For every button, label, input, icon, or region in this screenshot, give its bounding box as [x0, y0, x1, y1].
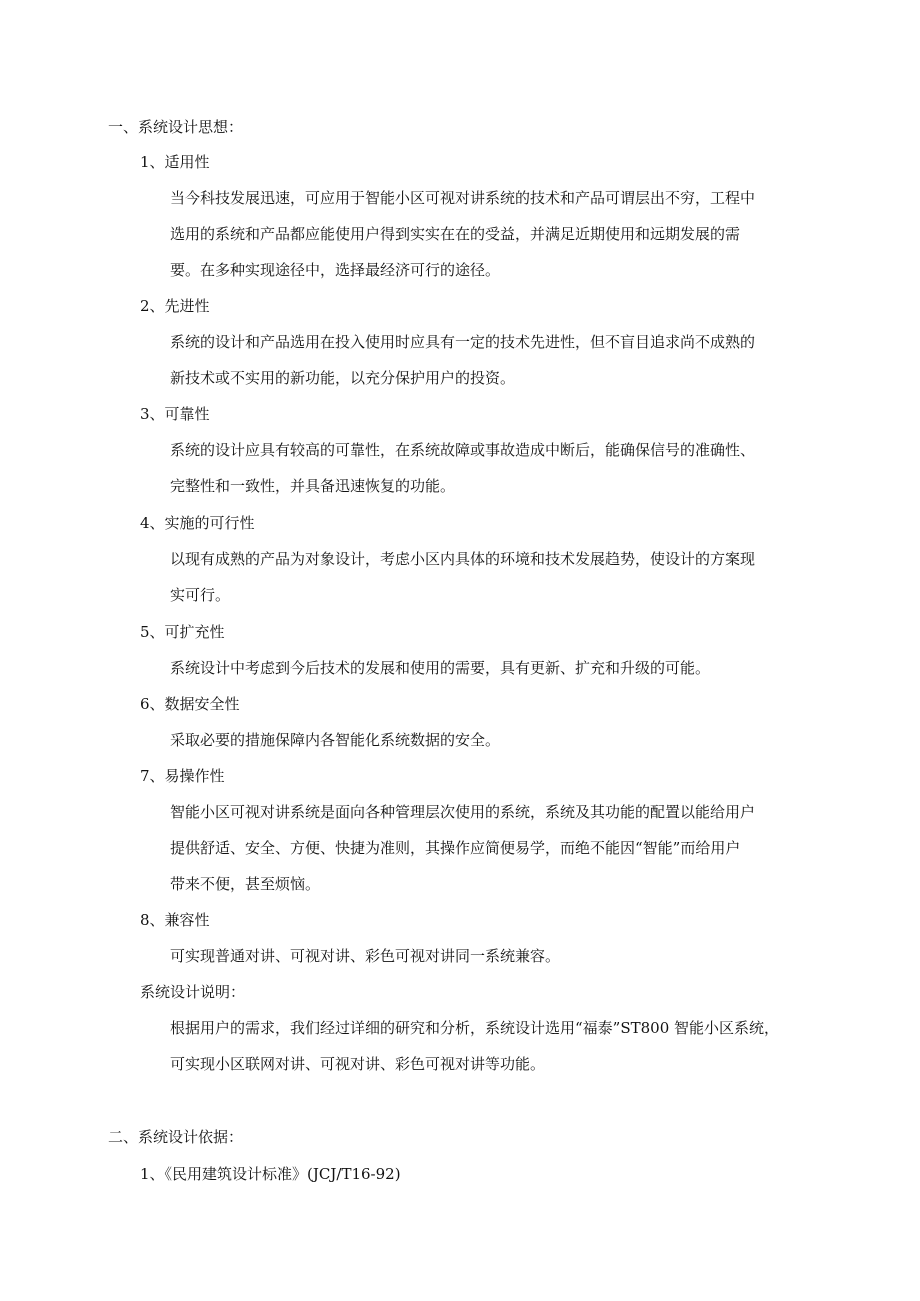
paragraph-line: 提供舒适、安全、方便、快捷为准则，其操作应简便易学，而绝不能因“智能”而给用户	[170, 839, 741, 857]
paragraph-line: 选用的系统和产品都应能使用户得到实实在在的受益，并满足近期使用和远期发展的需	[170, 225, 741, 243]
paragraph-line: 系统设计中考虑到今后技术的发展和使用的需要，具有更新、扩充和升级的可能。	[170, 659, 711, 677]
paragraph-line: 系统的设计和产品选用在投入使用时应具有一定的技术先进性，但不盲目追求尚不成熟的	[170, 333, 756, 351]
item-title: 3、可靠性	[140, 405, 210, 423]
item-title: 1、适用性	[140, 153, 210, 171]
item-title: 4、实施的可行性	[140, 514, 255, 532]
paragraph-line: 以现有成熟的产品为对象设计，考虑小区内具体的环境和技术发展趋势，使设计的方案现	[170, 550, 756, 568]
paragraph-line: 根据用户的需求，我们经过详细的研究和分析，系统设计选用“福泰”ST800 智能小区系统，	[170, 1019, 780, 1037]
note-title: 系统设计说明：	[140, 983, 246, 1001]
paragraph-line: 完整性和一致性，并具备迅速恢复的功能。	[170, 477, 456, 495]
item-title: 2、先进性	[140, 297, 210, 315]
paragraph-line: 可实现小区联网对讲、可视对讲、彩色可视对讲等功能。	[170, 1055, 546, 1073]
paragraph-line: 实可行。	[170, 586, 231, 604]
section-heading: 一、系统设计思想：	[108, 118, 244, 136]
paragraph-line: 新技术或不实用的新功能，以充分保护用户的投资。	[170, 369, 516, 387]
paragraph-line: 系统的设计应具有较高的可靠性，在系统故障或事故造成中断后，能确保信号的准确性、	[170, 441, 756, 459]
paragraph-line: 要。在多种实现途径中，选择最经济可行的途径。	[170, 261, 501, 279]
section-heading: 二、系统设计依据：	[108, 1128, 244, 1146]
item-title: 1、《民用建筑设计标准》(JCJ/T16-92)	[140, 1165, 401, 1183]
item-title: 8、兼容性	[140, 911, 210, 929]
paragraph-line: 当今科技发展迅速，可应用于智能小区可视对讲系统的技术和产品可谓层出不穷，工程中	[170, 189, 756, 207]
paragraph-line: 可实现普通对讲、可视对讲、彩色可视对讲同一系统兼容。	[170, 947, 561, 965]
paragraph-line: 智能小区可视对讲系统是面向各种管理层次使用的系统，系统及其功能的配置以能给用户	[170, 803, 756, 821]
paragraph-line: 带来不便，甚至烦恼。	[170, 875, 321, 893]
item-title: 6、数据安全性	[140, 695, 240, 713]
item-title: 7、易操作性	[140, 767, 225, 785]
item-title: 5、可扩充性	[140, 623, 225, 641]
paragraph-line: 采取必要的措施保障内各智能化系统数据的安全。	[170, 731, 501, 749]
